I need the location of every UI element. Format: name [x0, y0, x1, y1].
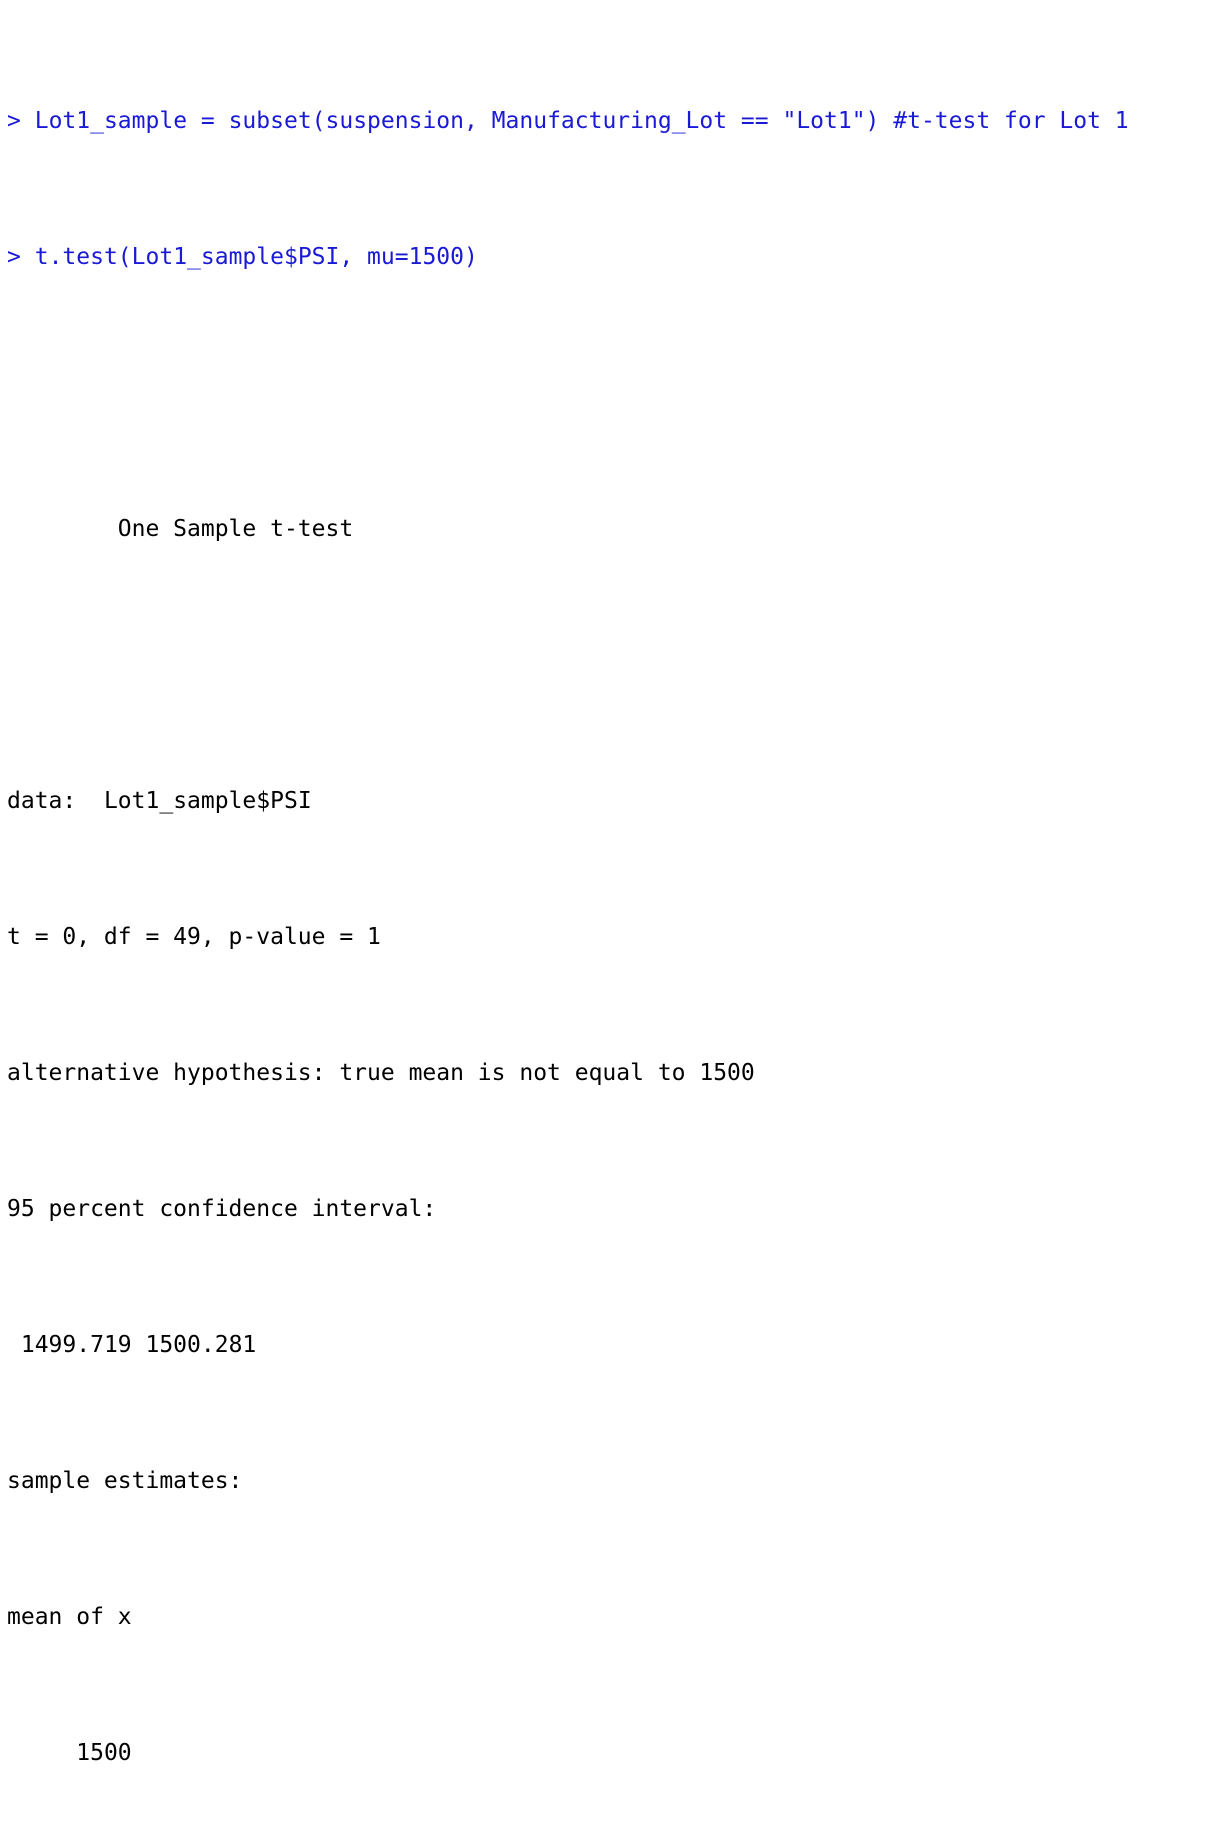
blank-line: [7, 376, 1216, 410]
r-console: [7, 2, 1216, 1838]
statistics-line: t = 0, df = 49, p-value = 1: [7, 924, 381, 950]
estimate-value: 1500: [76, 1740, 132, 1766]
command-line: [7, 240, 1216, 274]
prompt: >: [7, 244, 21, 270]
confidence-interval-values-line: [7, 1328, 1216, 1362]
blank-line: [7, 648, 1216, 682]
command-text: t.test(Lot1_sample$PSI, mu=1500): [34, 244, 478, 270]
command-line: [7, 104, 1216, 138]
sample-estimates-label: sample estimates:: [7, 1468, 243, 1494]
test-title: One Sample t-test: [117, 516, 354, 542]
estimate-value-line: [7, 1736, 1216, 1770]
command-text: Lot1_sample = subset(suspension, Manufacturing_Lot == "Lot1") #t-test for Lot 1: [34, 108, 1129, 134]
alternative-hypothesis-line: alternative hypothesis: true mean is not equal to 1500: [7, 1060, 755, 1086]
estimate-name: mean of x: [7, 1604, 132, 1630]
data-line: [7, 784, 1216, 818]
data-label: data:: [7, 788, 77, 814]
confidence-interval-values: 1499.719 1500.281: [20, 1332, 257, 1358]
test-title-line: [7, 512, 1216, 546]
data-value: Lot1_sample$PSI: [103, 788, 312, 814]
prompt: >: [7, 108, 21, 134]
confidence-interval-label: 95 percent confidence interval:: [7, 1196, 437, 1222]
